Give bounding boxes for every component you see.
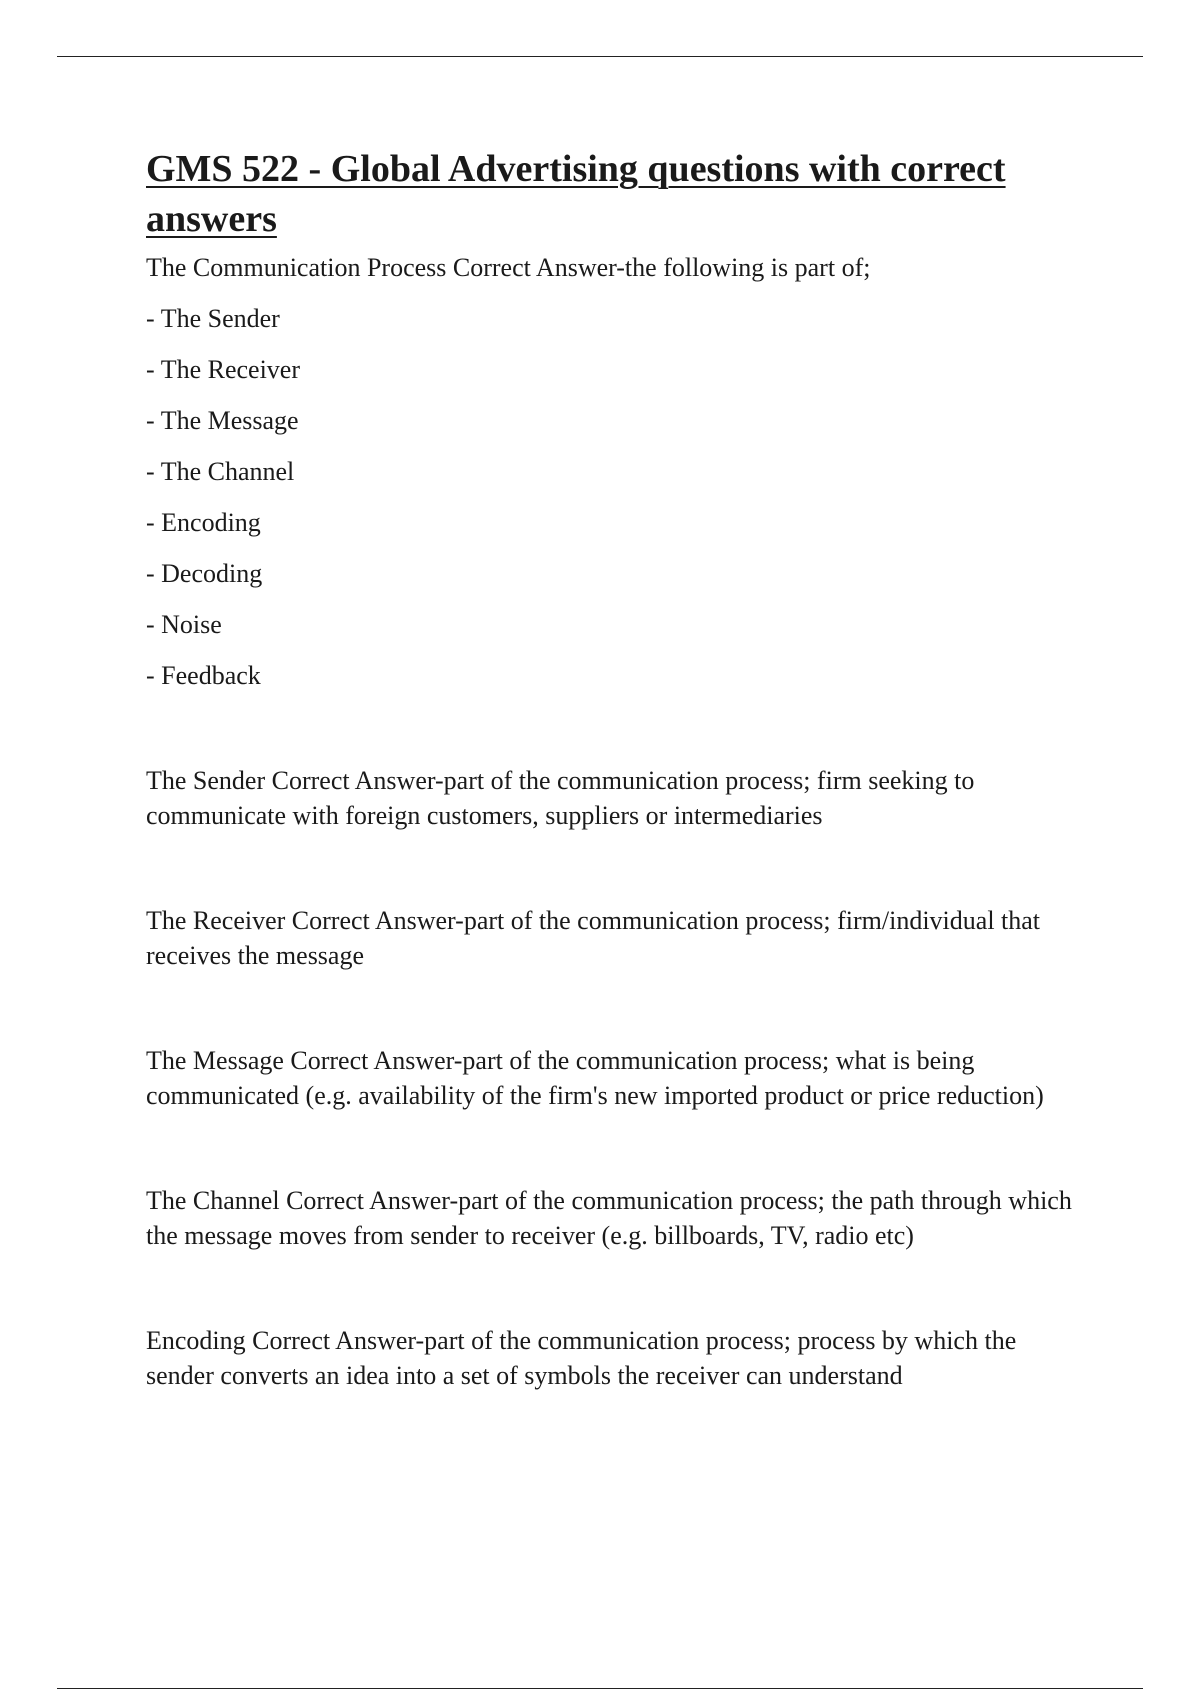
- document-body: [146, 144, 1086, 1393]
- list-item: - The Receiver: [146, 355, 300, 384]
- list-item: - The Message: [146, 406, 299, 435]
- list-item: - The Sender: [146, 304, 280, 333]
- qa-entry-encoding: Encoding Correct Answer-part of the communication process; process by which the sender converts an idea into a set of symbols the receiver can understand: [146, 1326, 1017, 1390]
- list-item: - Feedback: [146, 661, 261, 690]
- qa-entry-channel: The Channel Correct Answer-part of the communication process; the path through which the message moves from sender to receiver (e.g. billboards, TV, radio etc): [146, 1186, 1072, 1250]
- intro-paragraph: The Communication Process Correct Answer-the following is part of;: [146, 253, 871, 282]
- list-item: - The Channel: [146, 457, 295, 486]
- top-rule: [57, 56, 1143, 57]
- list-item: - Decoding: [146, 559, 263, 588]
- bottom-rule: [57, 1688, 1143, 1689]
- qa-entry-message: The Message Correct Answer-part of the communication process; what is being communicated (e.g. availability of the firm's new imported product or price reduction): [146, 1046, 1044, 1110]
- component-list: [146, 301, 1086, 693]
- list-item: - Encoding: [146, 508, 261, 537]
- qa-entry-receiver: The Receiver Correct Answer-part of the communication process; firm/individual that receives the message: [146, 906, 1041, 970]
- document-title: GMS 522 - Global Advertising questions with correct answers: [146, 148, 1006, 240]
- qa-entry-sender: The Sender Correct Answer-part of the communication process; firm seeking to communicate with foreign customers, suppliers or intermediaries: [146, 766, 975, 830]
- list-item: - Noise: [146, 610, 222, 639]
